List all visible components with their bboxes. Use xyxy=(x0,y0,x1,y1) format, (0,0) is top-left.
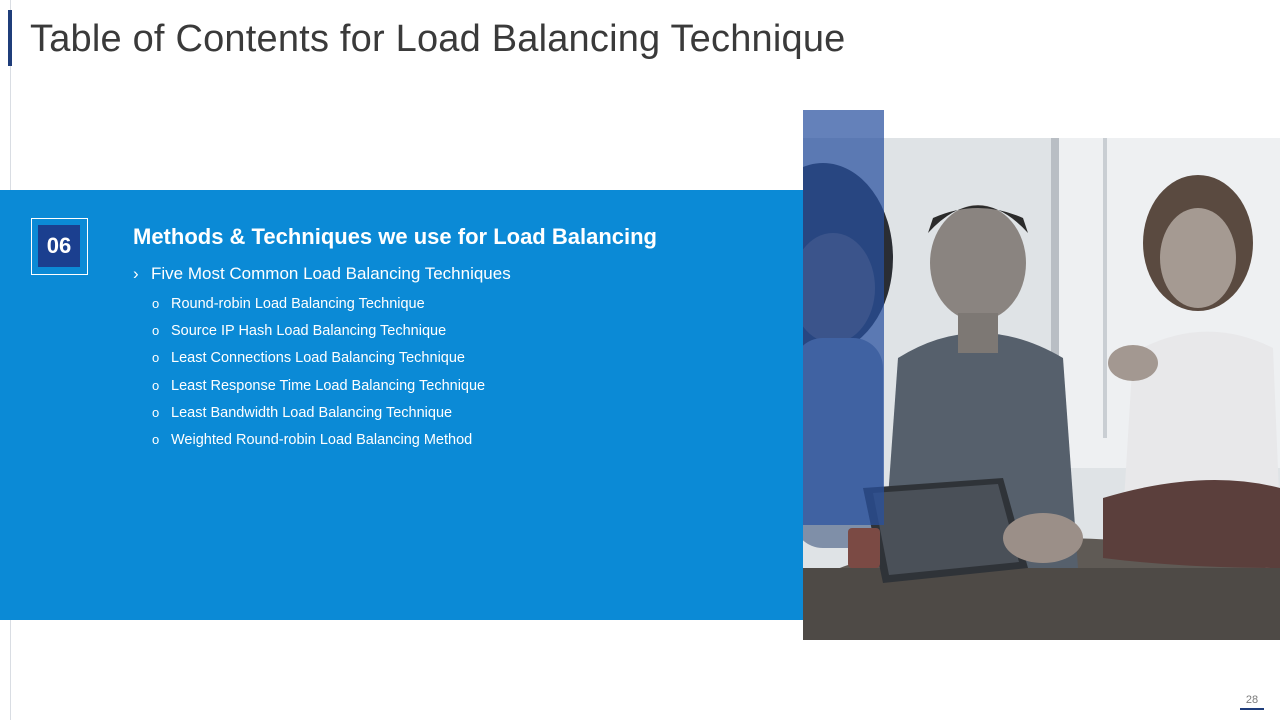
list-item xyxy=(152,348,485,375)
bullet-circle-icon: o xyxy=(152,350,160,366)
technique-label: Least Connections Load Balancing Technique xyxy=(171,350,465,367)
section-number-badge: 06 xyxy=(38,225,80,267)
section-number-frame xyxy=(31,218,88,275)
bullet-circle-icon: o xyxy=(152,323,160,339)
bullet-circle-icon: o xyxy=(152,296,160,311)
list-item xyxy=(152,430,485,457)
list-item xyxy=(152,294,485,321)
page-number: 28 xyxy=(1240,694,1264,710)
bullet-circle-icon: o xyxy=(152,377,160,393)
sub-item-label: Five Most Common Load Balancing Techniques xyxy=(151,264,511,283)
photo-accent-overlay xyxy=(803,110,884,525)
technique-label: Weighted Round-robin Load Balancing Method xyxy=(171,431,473,448)
title-accent-bar xyxy=(8,10,12,66)
technique-list xyxy=(152,294,485,457)
sub-item xyxy=(133,264,511,284)
technique-label: Least Response Time Load Balancing Technique xyxy=(171,377,486,394)
bullet-circle-icon: o xyxy=(152,404,160,420)
chevron-right-icon: › xyxy=(133,264,139,283)
page-title: Table of Contents for Load Balancing Technique xyxy=(30,18,846,60)
technique-label: Source IP Hash Load Balancing Technique xyxy=(171,323,447,340)
list-item xyxy=(152,321,485,348)
list-item xyxy=(152,403,485,430)
section-heading: Methods & Techniques we use for Load Balancing xyxy=(133,224,657,249)
bullet-circle-icon: o xyxy=(152,431,160,447)
list-item xyxy=(152,376,485,403)
technique-label: Round-robin Load Balancing Technique xyxy=(171,296,425,312)
technique-label: Least Bandwidth Load Balancing Technique xyxy=(171,404,453,421)
